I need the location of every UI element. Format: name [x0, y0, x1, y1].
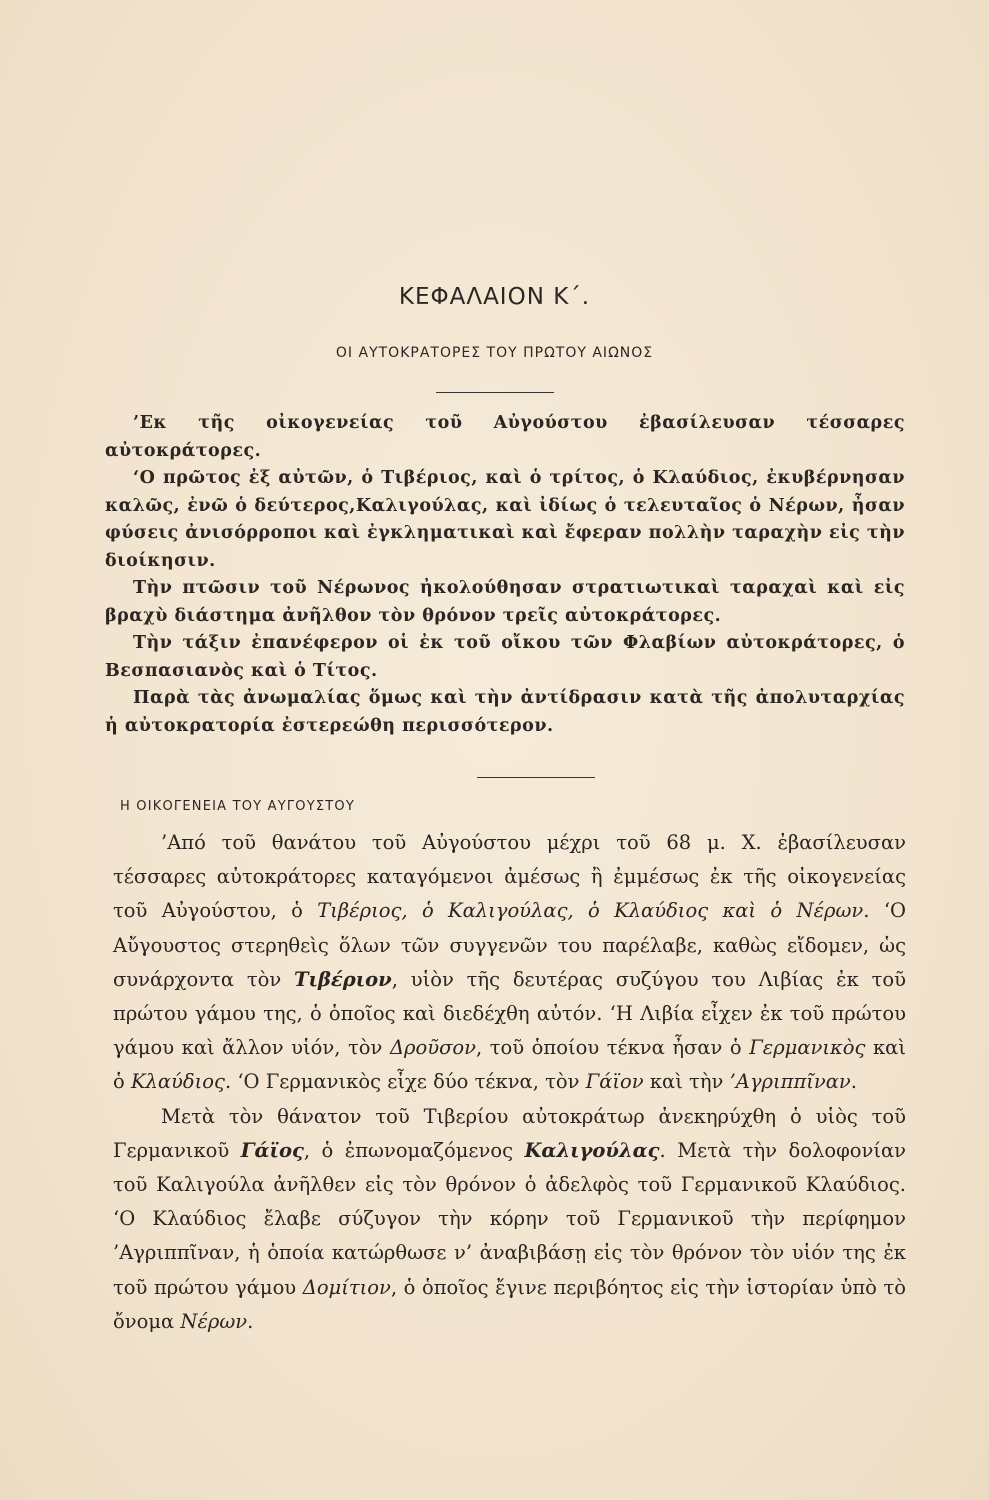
text-run: , ὁ ἐπωνομαζόμενος — [303, 1138, 525, 1162]
emphasized-name: Δροῦσον — [389, 1036, 476, 1060]
divider-rule — [477, 777, 595, 778]
emphasized-name: Γάϊον — [585, 1070, 644, 1094]
text-run: , τοῦ ὁποίου τέκνα ἦσαν ὁ — [476, 1036, 750, 1060]
text-run: Μετὰ τὸν θάνατον τοῦ Τιβερίου αὐτοκράτωρ ἀνεκηρύχθη ὁ υἱὸς τοῦ Γερμανικοῦ — [113, 1104, 906, 1162]
emphasized-name: Δομίτιον — [302, 1275, 391, 1299]
summary-paragraph: Παρὰ τὰς ἀνωμαλίας ὅμως καὶ τὴν ἀντίδρασιν κατὰ τῆς ἀπολυταρχίας ἡ αὐτοκρατορία ἐστερεώθη περισσότερον. — [105, 688, 905, 736]
chapter-title: ΚΕΦΑΛΑΙΟΝ Κ΄. — [398, 284, 591, 310]
emphasized-name: ’Αγριππῖναν — [729, 1070, 851, 1094]
text-run: καὶ ὁ — [113, 1036, 906, 1094]
text-run: καὶ τὴν — [643, 1070, 730, 1094]
summary-paragraph: ’Εκ τῆς οἰκογενείας τοῦ Αὐγούστου ἐβασίλευσαν τέσσαρες αὐτοκράτορες. — [105, 413, 905, 461]
emphasized-name: Τιβέριον — [294, 967, 392, 991]
text-run: . — [850, 1070, 857, 1094]
emphasized-name: Γερμανικὸς — [749, 1036, 866, 1060]
text-run: . — [247, 1309, 254, 1333]
text-run: . ‘Ο Γερμανικὸς εἶχε δύο τέκνα, τὸν — [224, 1070, 586, 1094]
emphasized-name: Καλιγούλας — [524, 1138, 660, 1162]
emphasized-name: Γάϊος — [240, 1138, 304, 1162]
emphasized-name: Νέρων — [180, 1309, 248, 1333]
emphasized-names: Τιβέριος, ὁ Καλιγούλας, ὁ Κλαύδιος καὶ ὁ Νέρων — [317, 899, 864, 923]
summary-paragraph: Τὴν τάξιν ἐπανέφερον οἱ ἐκ τοῦ οἴκου τῶν Φλαβίων αὐτοκράτορες, ὁ Βεσπασιανὸς καὶ ὁ Τίτος. — [105, 633, 905, 681]
summary-paragraph: Τὴν πτῶσιν τοῦ Νέρωνος ἠκολούθησαν στρατιωτικαὶ ταραχαὶ καὶ εἰς βραχὺ διάστημα ἀνῆλθον τὸν θρόνον τρεῖς αὐτοκράτορες. — [105, 578, 905, 626]
emphasized-name: Κλαύδιος — [130, 1070, 225, 1094]
body-paragraph — [113, 1100, 906, 1339]
text-run: ’Από τοῦ θανάτου τοῦ Αὐγούστου μέχρι τοῦ 68 μ. Χ. ἐβασίλευσαν τέσσαρες αὐτοκράτορες καταγόμενοι ἀμέσως ἢ ἐμμέσως ἐκ τῆς οἰκογενείας τοῦ Αὐγούστου, ὁ — [113, 831, 906, 923]
section-heading: Η ΟΙΚΟΓΕΝΕΙΑ ΤΟΥ ΑΥΓΟΥΣΤΟΥ — [120, 799, 356, 814]
text-run: . Μετὰ τὴν δολοφονίαν τοῦ Καλιγούλα ἀνῆλθεν εἰς τὸν θρόνον ὁ ἀδελφὸς τοῦ Γερμανικοῦ Κλαύδιος. ‘Ο Κλαύδιος ἔλαβε σύζυγον τὴν κόρην τοῦ Γερμανικοῦ τὴν περίφημον ’Αγριππῖναν, ἡ ὁποία κατώρθωσε ν’ ἀναβιβάσῃ εἰς τὸν θρόνον τὸν υἱόν της ἐκ τοῦ πρώτου γάμου — [113, 1138, 907, 1299]
section-body — [113, 826, 906, 1339]
divider-rule — [436, 392, 554, 393]
chapter-subtitle: ΟΙ ΑΥΤΟΚΡΑΤΟΡΕΣ ΤΟΥ ΠΡΩΤΟΥ ΑΙΩΝΟΣ — [335, 345, 654, 361]
text-run: , ὁ ὁποῖος ἔγινε περιβόητος εἰς τὴν ἱστορίαν ὑπὸ τὸ ὄνομα — [113, 1275, 906, 1333]
body-paragraph — [113, 826, 906, 1100]
text-run: , υἱὸν τῆς δευτέρας συζύγου του Λιβίας ἐκ τοῦ πρώτου γάμου της, ὁ ὁποῖος καὶ διεδέχθη αὐτόν. ‘Η Λιβία εἶχεν ἐκ τοῦ πρώτου γάμου καὶ ἄλλον υἱόν, τὸν — [113, 967, 906, 1060]
chapter-summary — [105, 410, 905, 740]
text-run: . ‘Ο Αὔγουστος στερηθεὶς ὅλων τῶν συγγενῶν του παρέλαβε, καθὼς εἴδομεν, ὡς συνάρχοντα τὸν — [113, 899, 906, 991]
summary-paragraph: ‘Ο πρῶτος ἐξ αὐτῶν, ὁ Τιβέριος, καὶ ὁ τρίτος, ὁ Κλαύδιος, ἐκυβέρνησαν καλῶς, ἐνῶ ὁ δεύτερος,Καλιγούλας, καὶ ἰδίως ὁ τελευταῖος ὁ Νέρων, ἦσαν φύσεις ἀνισόρροποι καὶ ἐγκληματικαὶ καὶ ἔφεραν πολλὴν ταραχὴν εἰς τὴν διοίκησιν. — [105, 468, 905, 571]
